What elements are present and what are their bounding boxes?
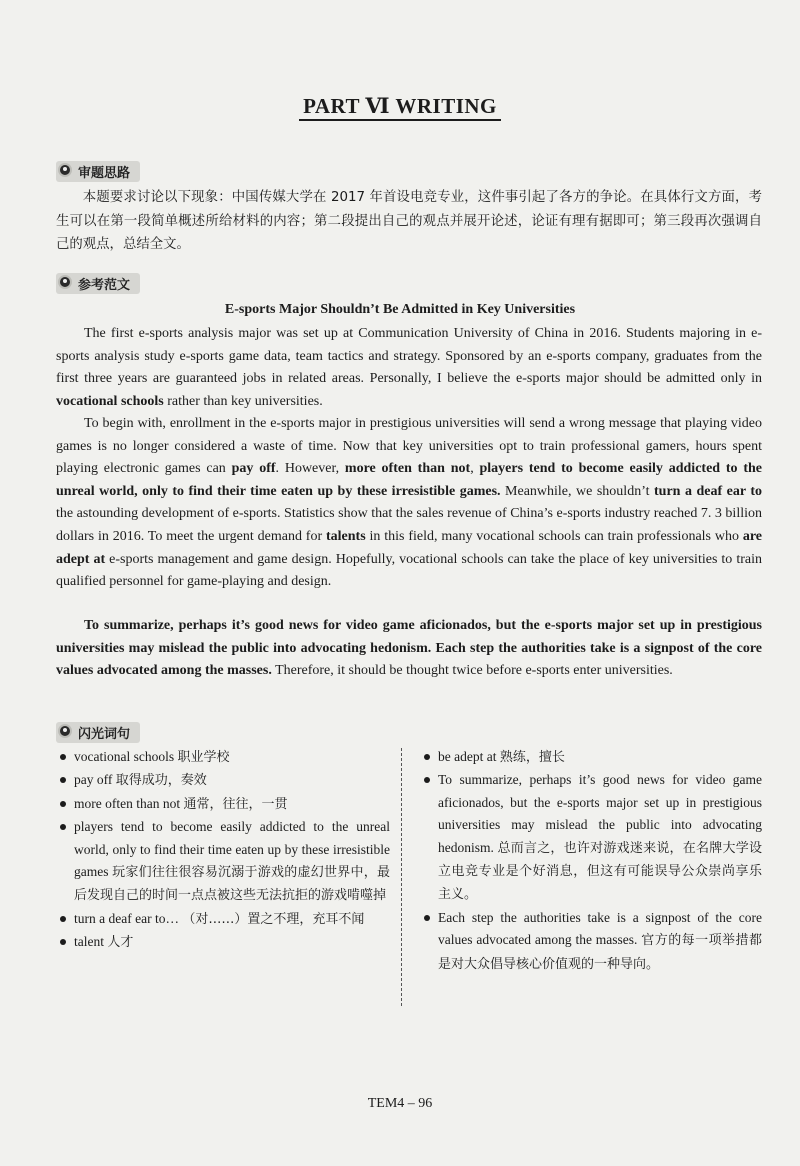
page-title-text: PART Ⅵ WRITING	[299, 94, 501, 121]
highlight-item: vocational schools 职业学校	[56, 746, 390, 769]
analysis-paragraph: 本题要求讨论以下现象：中国传媒大学在 2017 年首设电竞专业，这件事引起了各方的争论。在具体行文方面，考生可以在第一段简单概述所给材料的内容；第二段提出自己的观点并展开论述，论证有理有据即可；第三段再次强调自己的观点，总结全文。	[56, 190, 762, 252]
essay-paragraph-3: To summarize, perhaps it’s good news for video game aficionados, but the e-sports major set up in prestigious universities may mislead the public into advocating hedonism. Each step the authorities take is a signpost of the core values advocated among the masses. Therefore, it should be thought twice before e-sports enter universities.	[56, 618, 762, 679]
section-bullet-icon	[58, 163, 72, 177]
section-highlights-heading: 闪光词句	[56, 722, 140, 742]
highlight-item: pay off 取得成功，奏效	[56, 769, 390, 792]
essay-paragraph-2: To begin with, enrollment in the e-sports major in prestigious universities will send a wrong message that playing video games is no longer considered a waste of time. Now that key universities opt to train professional gamers, hours spent playing electronic games can pay off. However, more often than not, players tend to become easily addicted to the unreal world, only to find their time eaten up by these irresistible games. Meanwhile, we shouldn’t turn a deaf ear to the astounding development of e-sports. Statistics show that the sales revenue of China’s e-sports industry reached 7. 3 billion dollars in 2016. To meet the urgent demand for talents in this field, many vocational schools can train professionals who are adept at e-sports management and game design. Hopefully, vocational schools can take the place of key universities to train qualified personnel for game-playing and design.	[56, 416, 763, 590]
highlight-item: players tend to become easily addicted to the unreal world, only to find their time eaten up by these irresistible games 玩家们往往很容易沉溺于游戏的虚幻世界中，最后发现自己的时间一点点被这些无法抗拒的游戏啃噬掉	[56, 816, 390, 908]
highlight-item: talent 人才	[56, 931, 390, 954]
highlight-item: turn a deaf ear to… （对……）置之不理，充耳不闻	[56, 908, 390, 931]
essay-title: E-sports Major Shouldn’t Be Admitted in Key Universities	[224, 302, 576, 317]
highlight-item: be adept at 熟练，擅长	[420, 746, 762, 769]
section-sample-heading: 参考范文	[56, 273, 140, 293]
column-divider	[401, 748, 402, 1006]
section-analysis-heading: 审题思路	[56, 161, 140, 181]
page-title	[0, 93, 800, 119]
section-bullet-icon	[58, 724, 72, 738]
highlight-item: more often than not 通常，往往，一贯	[56, 793, 390, 816]
page-number: TEM4 – 96	[367, 1096, 433, 1111]
section-bullet-icon	[58, 275, 72, 289]
essay-paragraph-1: The first e-sports analysis major was set up at Communication University of China in 2016. Students majoring in e-sports analysis study e-sports game data, team tactics and strategy. Sponsored by an e-sports company, graduates from the first three years are guaranteed jobs in related areas. Personally, I believe the e-sports major should be admitted only in vocational schools rather than key universities.	[56, 326, 762, 409]
highlights-right-column	[420, 746, 762, 976]
highlight-item: To summarize, perhaps it’s good news for video game aficionados, but the e-sports major set up in prestigious universities may mislead the public into advocating hedonism. 总而言之，也许对游戏迷来说，在名牌大学设立电竞专业是个好消息，但这有可能误导公众崇尚享乐主义。	[420, 769, 762, 906]
highlights-left-column	[56, 746, 390, 955]
highlight-item: Each step the authorities take is a signpost of the core values advocated among the masses. 官方的每一项举措都是对大众倡导核心价值观的一种导向。	[420, 907, 762, 976]
